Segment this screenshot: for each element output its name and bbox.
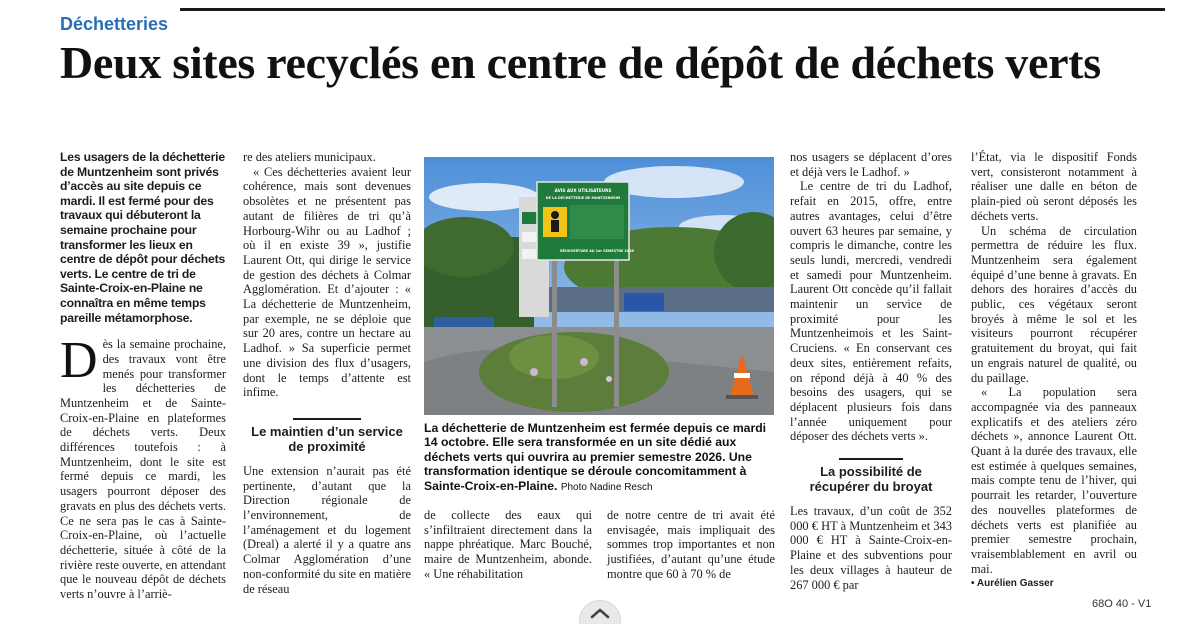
construction-worker-icon bbox=[551, 211, 559, 219]
sign-title: AVIS AUX UTILISATEURS bbox=[554, 188, 612, 193]
chapo: Les usagers de la déchetterie de Muntzenheim sont privés d’accès au site depuis ce mardi. Il est fermé pour des travaux qui débuteront la semaine prochaine pour transformer les lieux en centre de dépôt pour déchets verts. Le centre de tri de Sainte-Croix-en-Plaine ne connaîtra en même temps pareille métamorphose. bbox=[60, 150, 226, 325]
body-paragraph: Le centre de tri du Ladhof, refait en 2015, offre, entre autres avantages, celui d’être ouvert 63 heures par semaine, y compris le dimanche, contre les seuls lundi, mercredi, vendredi et samedi pour Muntzenheim. Laurent Ott concède qu’il fallait maintenir un service de proximité pour les Muntzenheimois et les Saint-Cruciens. « En conservant ces deux sites, entièrement refaits, on répond déjà à 40 % des besoins des usagers, qui se déplacent plusieurs fois dans l’année uniquement pour déposer des déchets verts ». bbox=[790, 179, 952, 444]
body-paragraph: « La population sera accompagnée via des panneaux explicatifs et des ateliers zéro déchets », annonce Laurent Ott. Quant à la durée des travaux, elle est estimée à quelques semaines, mais compte tenu de l’hiver, qui pourrait les retarder, l’ouverture des nouvelles plateformes de déchets verts est planifiée au premier semestre prochain, vraisemblablement en avril ou mai. bbox=[971, 385, 1137, 576]
photo-caption bbox=[424, 421, 774, 495]
body-paragraph bbox=[60, 332, 226, 602]
headline: Deux sites recyclés en centre de dépôt de déchets verts bbox=[60, 37, 1101, 88]
column-3 bbox=[424, 508, 592, 582]
dropcap: D bbox=[60, 332, 98, 390]
photo-illustration bbox=[424, 157, 774, 415]
section-rubric: Déchetteries bbox=[60, 14, 169, 34]
body-paragraph: « Ces déchetteries avaient leur cohérence, mais sont devenues obsolètes et ne présentent pas autant de filières de tri qu’à Horbourg-Wihr ou au Ladhof ; où il en existe 39 », justifie Laurent Ott, qui dirige le service de gestion des déchets à Colmar Agglomération. Et d’ajouter : « La déchetterie de Muntzenheim, par exemple, ne se déploie que sur 20 ares, contre un hectare au Ladhof. » Sa superficie permet une division des flux d’usagers, dont le temps d’attente est infime. bbox=[243, 164, 411, 400]
body-paragraph: nos usagers se déplacent d’ores et déjà vers le Ladhof. » bbox=[790, 150, 952, 179]
article-photo bbox=[424, 157, 774, 415]
caption-text: La déchetterie de Muntzenheim est fermée depuis ce mardi 14 octobre. Elle sera transformée en un site dédié aux déchets verts qui ouvrira au premier semestre 2026. Une transformation identique se déroule concomitamment à Sainte-Croix-en-Plaine. bbox=[424, 421, 767, 493]
body-paragraph: l’État, via le dispositif Fonds vert, consisteront notamment à réaliser une dalle en béton de plain-pied où seront déposés les déchets verts. bbox=[971, 150, 1137, 223]
photo-credit: Photo Nadine Resch bbox=[560, 481, 653, 493]
body-paragraph: re des ateliers municipaux. bbox=[243, 150, 376, 164]
body-paragraph: de notre centre de tri avait été envisagée, mais impliquait des sommes trop importantes et non justifiées, d’autant qu’une étude montre que 60 à 70 % de bbox=[607, 508, 775, 581]
sign-footer: RÉOUVERTURE AU 1er SEMESTRE 2026 bbox=[560, 249, 634, 253]
sign-subtitle: DE LA DÉCHETTERIE DE MUNTZENHEIM bbox=[545, 196, 621, 200]
page-reference: 68O 40 - V1 bbox=[1092, 598, 1152, 610]
author-signature: • Aurélien Gasser bbox=[971, 578, 1054, 590]
column-4-bottom bbox=[607, 508, 775, 582]
body-paragraph: Une extension n’aurait pas été pertinente, d’autant que la Direction régionale de l’environnement, de l’aménagement et du logement (Dreal) a alerté il y a quatre ans Colmar Agglomération d’une non-conformité du site en matière de réseau bbox=[243, 463, 411, 596]
intertitle: La possibilité de récupérer du broyat bbox=[790, 458, 952, 494]
body-paragraph: Les travaux, d’un coût de 352 000 € HT à Muntzenheim et 343 000 € HT à Sainte-Croix-en-Plaine et des subventions pour les deux villages à hauteur de 267 000 € par bbox=[790, 504, 952, 592]
intertitle: Le maintien d’un service de proximité bbox=[243, 418, 411, 454]
column-5 bbox=[790, 150, 952, 592]
column-2 bbox=[243, 150, 411, 596]
column-1 bbox=[60, 150, 226, 602]
body-paragraph: de collecte des eaux qui s’infiltraient directement dans la nappe phréatique. Marc Bouché, maire de Muntzenheim, abonde. « Une réhabilitation bbox=[424, 508, 592, 581]
chevron-up-icon bbox=[589, 606, 611, 620]
top-rule bbox=[180, 8, 1165, 11]
body-paragraph: Un schéma de circulation permettra de réduire les flux. Muntzenheim sera également équipé d’une benne à gravats. En dehors des horaires d’accès du public, ces végétaux seront broyés à même le sol et les visiteurs pourront récupérer gratuitement du broyat, qui fait un engrais naturel de qualité, ou du paillage. bbox=[971, 223, 1137, 385]
scroll-up-button[interactable] bbox=[579, 600, 621, 624]
paragraph-text: ès la semaine prochaine, des travaux vont être menés pour transformer les déchetteries de Muntzenheim et de Sainte-Croix-en-Plaine en plateformes de déchets verts. Deux différences toutefois : à Muntzenheim, dont le site est fermé depuis ce mardi, les usagers pourront déposer des gravats en plus des déchets verts. Ce ne sera pas le cas à Sainte-Croix-en-Plaine, où l’actuelle déchetterie, située à côté de la rivière reste ouverte, en attendant que le nouveau dépôt de déchets verts n’ouvre à l’arriè- bbox=[60, 337, 226, 602]
column-6 bbox=[971, 150, 1137, 592]
